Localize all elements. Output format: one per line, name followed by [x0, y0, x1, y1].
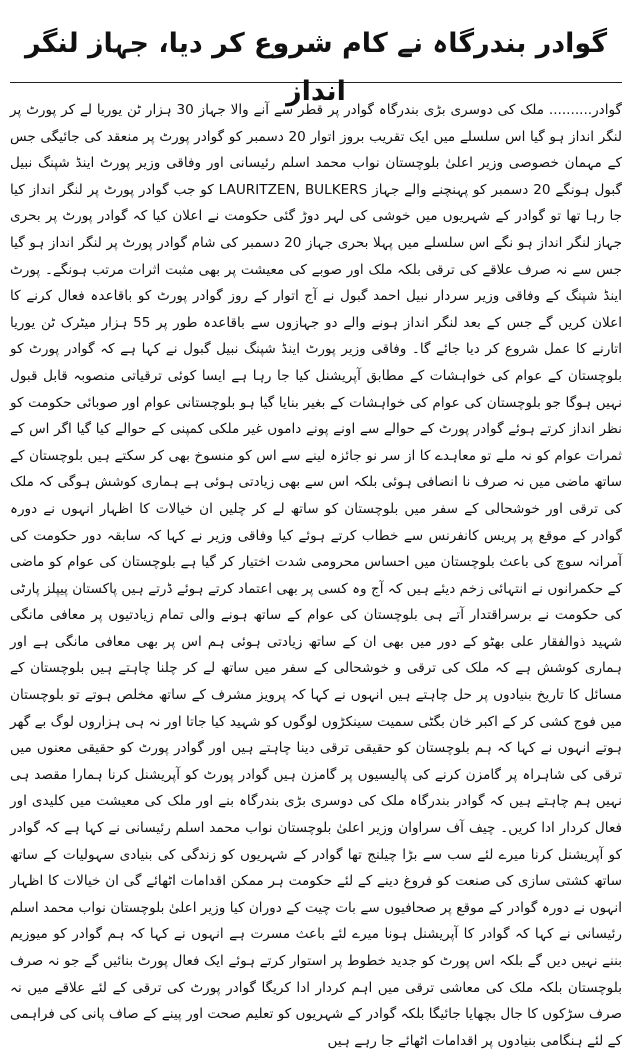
newspaper-clipping [0, 20, 636, 1049]
article-headline: گوادر بندرگاہ نے کام شروع کر دیا، جہاز لنگر انداز [24, 28, 608, 107]
article-body: گوادر.......... ملک کی دوسری بڑی بندرگاہ گوادر پر قطر سے آنے والا جہاز 30 ہزار ٹن یوریا لے کر پورٹ پر لنگر انداز ہو گیا اس سلسلے میں ایک تقریب بروز اتوار 20 دسمبر کو گوادر پورٹ پر منعقد کی جائیگی جس کے مہمان خصوصی وزیر اعلیٰ بلوچستان نواب محمد اسلم رئیسانی اور وفاقی وزیر پورٹ اینڈ شپنگ نبیل گبول ہونگے 20 دسمبر کو پہنچنے والے جہاز LAURITZEN, BULKERS کو جب گوادر پورٹ پر لنگر انداز کیا جا رہا تھا تو گوادر کے شہریوں میں خوشی کی لہر دوڑ گئی حکومت نے اعلان کیا کہ گوادر پورٹ پر بحری جہاز لنگر انداز ہو نگے اس سلسلے میں پہلا بحری جہاز 20 دسمبر کی شام گوادر پورٹ پر لنگر انداز ہو گیا جس سے نہ صرف علاقے کی ترقی بلکہ ملک اور صوبے کی معیشت پر بھی مثبت اثرات مرتب ہونگے۔ پورٹ اینڈ شپنگ کے وفاقی وزیر سردار نبیل احمد گبول نے آج اتوار کے روز گوادر پورٹ کو باقاعدہ فعال کرنے کا اعلان کریں گے جس کے بعد لنگر انداز ہونے والے دو جہازوں سے باقاعدہ طور پر 55 ہزار میٹرک ٹن یوریا اتارنے کا عمل شروع کر دیا جائے گا۔ وفاقی وزیر پورٹ اینڈ شپنگ نبیل گبول نے کہا ہے کہ گوادر پورٹ کو بلوچستان کے عوام کی خواہشات کے مطابق آپریشنل کیا جا رہا ہے ایسا کوئی ترقیاتی منصوبہ قابل قبول نہیں ہوگا جو بلوچستان کی عوام کی خواہشات کے بغیر بنایا گیا ہو بلوچستانی عوام اور صوبائی حکومت کو نظر انداز کرتے ہوئے گوادر پورٹ کے حوالے سے اونے پونے داموں غیر ملکی کمپنی کے حوالے کیا گیا اگر اس کے ثمرات عوام کو نہ ملے تو معاہدے کا از سر نو جائزہ لینے سے اس کو منسوخ بھی کر سکتے ہیں بلوچستان کے ساتھ ماضی میں نہ صرف نا انصافی ہوئی بلکہ اس سے بھی زیادتی ہوئی ہے ہماری کوشش ہوگی کہ ملک کی ترقی اور خوشحالی کے سفر میں بلوچستان کو ساتھ لے کر چلیں ان خیالات کا اظہار انہوں نے دورہ گوادر کے موقع پر پریس کانفرنس سے خطاب کرتے ہوئے کیا وفاقی وزیر نے کہا کہ سابقہ دور حکومت کی آمرانہ سوچ کی باعث بلوچستان میں احساس محرومی شدت اختیار کر گیا ہے بلوچستان کی عوام کو ماضی کے حکمرانوں نے انتہائی زخم دیئے ہیں کہ آج وہ کسی پر بھی اعتماد کرتے ہوئے ڈرتے ہیں پاکستان پیپلز پارٹی کی حکومت نے برسراقتدار آتے ہی بلوچستان کی عوام کے ساتھ ہونے والی تمام زیادتیوں پر معافی مانگی شہید ذوالفقار علی بھٹو کے دور میں بھی ان کے ساتھ زیادتی ہوئی ہم اس پر بھی معافی مانگی ہے اور ہماری کوشش ہے کہ ملک کی ترقی و خوشحالی کے سفر میں ساتھ لے کر چلنا چاہتے ہیں بلوچستان کے مسائل کا تاریخ بنیادوں پر حل چاہتے ہیں انہوں نے کہا کہ پرویز مشرف کے ساتھ مخلص ہوتے تو بلوچستان میں فوج کشی کر کے اکبر خان بگٹی سمیت سینکڑوں لوگوں کو شہید کیا جاتا اور نہ ہی ہزاروں لوگ بے گھر ہوتے انہوں نے کہا کہ ہم بلوچستان کو حقیقی ترقی دینا چاہتے ہیں اور گوادر پورٹ کو حقیقی معنوں میں ترقی کی شاہراہ پر گامزن کرنے کی پالیسیوں پر گامزن ہیں گوادر پورٹ کو آپریشنل کرنا ہمارا مقصد ہی نہیں ہم چاہتے ہیں کہ گوادر بندرگاہ ملک کی دوسری بڑی بندرگاہ بنے اور ملک کی معیشت میں کلیدی اور فعال کردار ادا کریں۔ چیف آف سراوان وزیر اعلیٰ بلوچستان نواب محمد اسلم رئیسانی نے کہا ہے کہ گوادر کو آپریشنل کرنا میرے لئے سب سے بڑا چیلنج تھا گوادر کے شہریوں کو زندگی کی بنیادی سہولیات کے ساتھ ساتھ کشتی سازی کی صنعت کو فروغ دینے کے لئے حکومت ہر ممکن اقدامات اٹھائے گی ان خیالات کا اظہار انہوں نے دورہ گوادر کے موقع پر صحافیوں سے بات چیت کے دوران کیا وزیر اعلیٰ بلوچستان نواب محمد اسلم رئیسانی نے کہا کہ گوادر کا آپریشنل ہونا میرے لئے باعث مسرت ہے انہوں نے کہا کہ ہم گوادر کو میوزیم بننے نہیں دیں گے بلکہ اس پورٹ کو جدید خطوط پر استوار کرتے ہوئے ایک فعال پورٹ بنائیں گے جو نہ صرف بلوچستان بلکہ ملک کی معاشی ترقی میں اہم کردار ادا کریگا گوادر پورٹ کی ترقی کے لئے علاقے میں نہ صرف سڑکوں کا جال بچھایا جائیگا بلکہ گوادر کے شہریوں کو تعلیم صحت اور پینے کے صاف پانی کی فراہمی کے لئے ہنگامی بنیادوں پر اقدامات اٹھائے جا رہے ہیں [10, 102, 623, 1049]
